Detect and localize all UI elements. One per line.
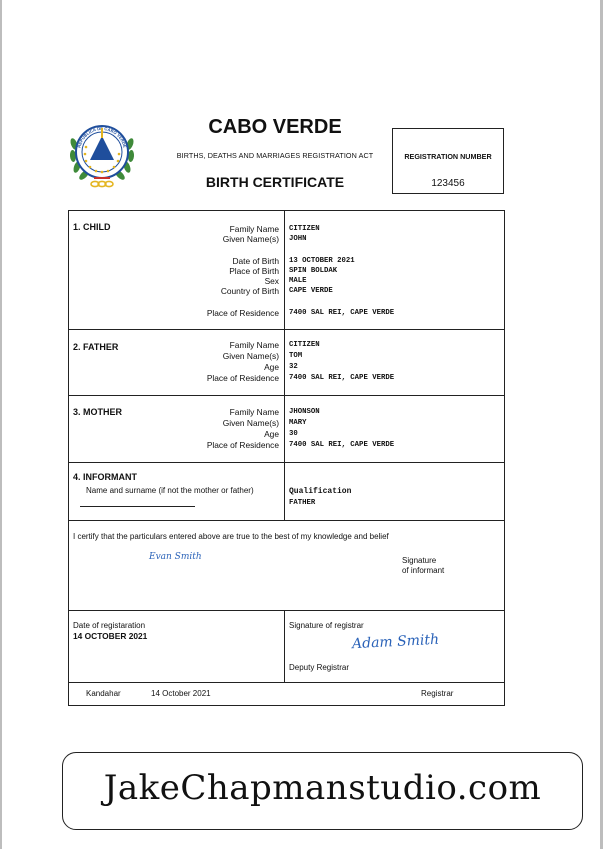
mother-family-name-label: Family Name (229, 407, 279, 417)
section-mother-title: 3. MOTHER (73, 407, 123, 417)
registration-date-label: Date of registaration (73, 621, 146, 630)
father-age: 32 (289, 363, 298, 371)
mother-age: 30 (289, 430, 298, 438)
mother-family-name: JHONSON (289, 408, 320, 416)
section-child-title: 1. CHILD (73, 222, 111, 232)
mother-given-names-label: Given Name(s) (222, 418, 279, 428)
deputy-registrar-label: Deputy Registrar (289, 663, 350, 672)
child-given-names: JOHN (289, 235, 307, 243)
website-banner-text[interactable]: JakeChapmanstudio.com (103, 768, 542, 808)
coat-of-arms-seal (68, 114, 136, 192)
footer-registrar: Registrar (421, 689, 454, 698)
column-divider-upper (284, 211, 285, 520)
child-pob-label: Place of Birth (229, 266, 279, 276)
certificate-title: BIRTH CERTIFICATE (205, 174, 345, 190)
father-residence: 7400 SAL REI, CAPE VERDE (289, 374, 395, 382)
child-sex-label: Sex (264, 276, 279, 286)
mother-age-label: Age (264, 429, 279, 439)
father-given-names-label: Given Name(s) (222, 351, 279, 361)
divider-informant-certify (69, 520, 504, 521)
child-pob: SPIN BOLDAK (289, 267, 338, 275)
section-informant-title: 4. INFORMANT (73, 472, 137, 482)
divider-certify-registration (69, 610, 504, 611)
father-residence-label: Place of Residence (206, 373, 279, 383)
child-dob: 13 OCTOBER 2021 (289, 257, 355, 265)
child-cob-label: Country of Birth (220, 286, 279, 296)
father-given-names: TOM (289, 352, 303, 360)
informant-signature-label-line1: Signature (402, 556, 437, 565)
section-father-title: 2. FATHER (73, 342, 119, 352)
child-sex: MALE (289, 277, 307, 285)
page-left-edge (0, 0, 2, 849)
child-family-name-label: Family Name (229, 224, 279, 234)
seal-torch (101, 128, 103, 138)
child-cob: CAPE VERDE (289, 287, 333, 295)
informant-signature-label-line2: of informant (402, 566, 445, 575)
child-residence: 7400 SAL REI, CAPE VERDE (289, 309, 395, 317)
informant-qualification-label: Qualification (289, 487, 352, 496)
country-title: CABO VERDE (208, 116, 342, 138)
registration-act: BIRTHS, DEATHS AND MARRIAGES REGISTRATION ACT (176, 151, 374, 160)
father-age-label: Age (264, 362, 279, 372)
column-divider-registration (284, 610, 285, 682)
divider-registration-footer (69, 682, 504, 683)
child-family-name: CITIZEN (289, 225, 320, 233)
child-dob-label: Date of Birth (232, 256, 279, 266)
child-given-names-label: Given Name(s) (222, 234, 279, 244)
footer-place: Kandahar (86, 689, 121, 698)
registrar-signature: Adam Smith (351, 631, 440, 653)
mother-given-names: MARY (289, 419, 307, 427)
seal-chain (91, 181, 113, 186)
registration-number-label: REGISTRATION NUMBER (404, 152, 492, 161)
child-residence-label: Place of Residence (206, 308, 279, 318)
divider-child-father (69, 329, 504, 330)
mother-residence: 7400 SAL REI, CAPE VERDE (289, 441, 395, 449)
certification-statement: I certify that the particulars entered above are true to the best of my knowledge and belief (73, 532, 389, 541)
informant-name-line (80, 506, 195, 507)
father-family-name: CITIZEN (289, 341, 320, 349)
informant-name-label: Name and surname (if not the mother or father) (86, 486, 254, 495)
informant-qualification: FATHER (289, 499, 316, 507)
father-family-name-label: Family Name (229, 340, 279, 350)
registrar-signature-label: Signature of registrar (289, 621, 364, 630)
seal-red-band (94, 177, 110, 179)
seal-text: REPÚBLICA D CABO VERDE (76, 126, 128, 149)
informant-signature: Evan Smith (149, 552, 202, 562)
divider-father-mother (69, 395, 504, 396)
divider-mother-informant (69, 462, 504, 463)
mother-residence-label: Place of Residence (206, 440, 279, 450)
footer-date: 14 October 2021 (151, 689, 211, 698)
registration-date: 14 OCTOBER 2021 (73, 631, 148, 641)
registration-number: 123456 (431, 178, 465, 189)
